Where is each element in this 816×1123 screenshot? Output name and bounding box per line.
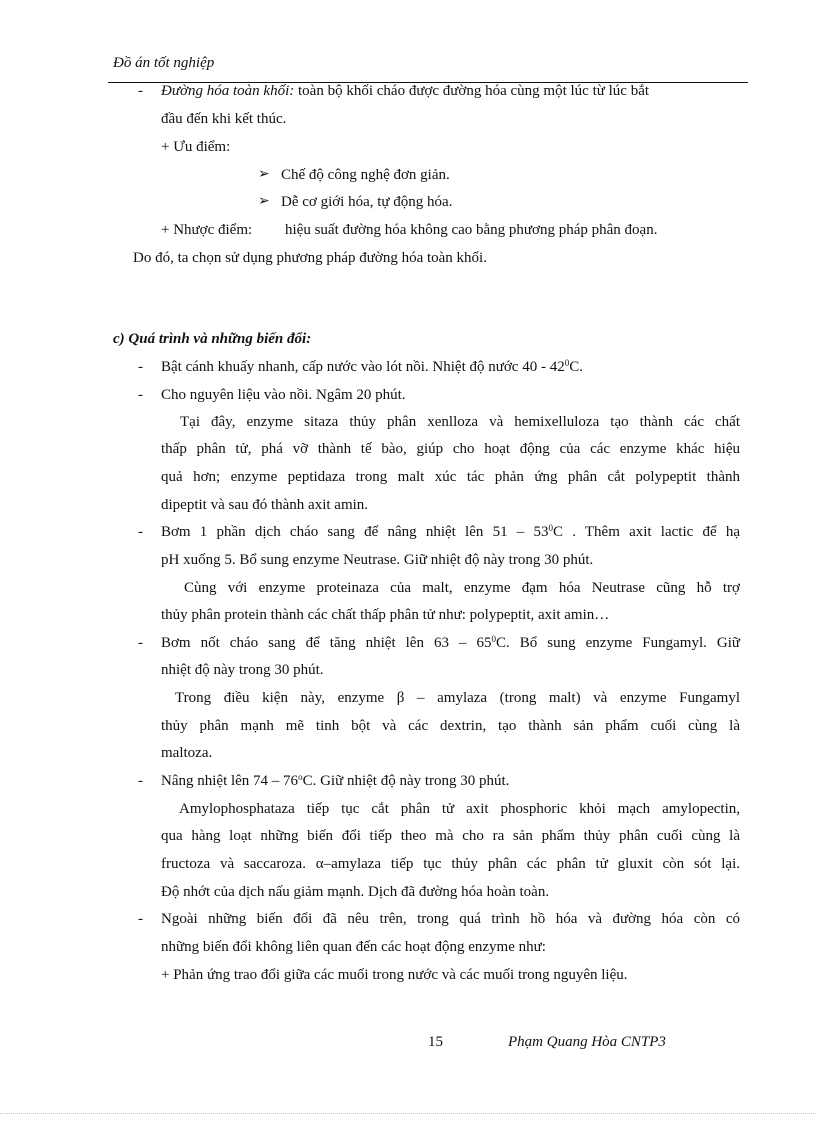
superscript: 0 <box>491 634 496 644</box>
superscript: 0 <box>548 523 553 533</box>
text-part: C. Giữ nhiệt độ này trong 30 phút. <box>302 773 510 789</box>
paragraph-line <box>161 82 649 100</box>
paragraph-line: nhiệt độ này trong 30 phút. <box>161 662 324 678</box>
page-number: 15 <box>428 1034 443 1050</box>
bullet-dash: - <box>138 635 143 651</box>
text-part: Bơm 1 phần dịch cháo sang để nâng nhiệt lên 51 – 53 <box>161 524 549 540</box>
lead-term: Đường hóa toàn khối: <box>161 83 295 99</box>
disadvantage-label: + Nhược điểm: <box>161 222 253 238</box>
text-part: C. <box>569 359 583 375</box>
paragraph-line: + Phản ứng trao đổi giữa các muối trong nước và các muối trong nguyên liệu. <box>161 967 628 983</box>
bullet-dash: - <box>138 773 143 789</box>
superscript: 0 <box>564 358 570 368</box>
bullet-text: Cho nguyên liệu vào nồi. Ngâm 20 phút. <box>161 387 406 403</box>
bullet-text: Ngoài những biến đổi đã nêu trên, trong quá trình hồ hóa và đường hóa còn có <box>161 911 740 927</box>
paragraph-line: maltoza. <box>161 745 213 761</box>
bullet-dash: - <box>138 83 143 99</box>
bullet-dash: - <box>138 359 143 375</box>
bullet-text <box>161 523 740 541</box>
bullet-dash: - <box>138 387 143 403</box>
paragraph-line: Amylophosphataza tiếp tục cắt phân tử axit phosphoric khỏi mạch amylopectin, <box>179 801 740 817</box>
advantages-label: + Ưu điểm: <box>161 139 231 155</box>
bullet-text <box>161 772 509 790</box>
text-part: Bơm nốt cháo sang để tăng nhiệt lên 63 – 65 <box>161 635 492 651</box>
paragraph-line: Trong điều kiện này, enzyme β – amylaza (trong malt) và enzyme Fungamyl <box>175 690 740 706</box>
bullet-text <box>161 358 583 376</box>
paragraph-line: những biến đổi không liên quan đến các hoạt động enzyme như: <box>161 939 546 955</box>
footer-author: Phạm Quang Hòa CNTP3 <box>508 1034 666 1050</box>
text-part: Bật cánh khuấy nhanh, cấp nước vào lót nồi. Nhiệt độ nước 40 - 42 <box>161 359 565 375</box>
arrow-bullet-icon: ➢ <box>258 167 270 182</box>
advantage-item: Chế độ công nghệ đơn giản. <box>281 167 450 183</box>
advantage-item: Dễ cơ giới hóa, tự động hóa. <box>281 194 453 210</box>
bullet-dash: - <box>138 911 143 927</box>
paragraph-line: thấp phân tử, phá vỡ thành tế bào, giúp cho hoạt động của các enzyme khác hiệu <box>161 441 740 457</box>
bullet-dash: - <box>138 524 143 540</box>
paragraph-line: thủy phân mạnh mẽ tinh bột và các dextrin, tạo thành sản phẩm cuối cùng là <box>161 718 740 734</box>
paragraph-line: dipeptit và sau đó thành axit amin. <box>161 497 369 513</box>
page-bottom-edge <box>0 1113 816 1114</box>
paragraph-line: qua hàng loạt những biến đổi tiếp theo mà cho ra sản phẩm thủy phân cuối cùng là <box>161 828 740 844</box>
paragraph-line: đầu đến khi kết thúc. <box>161 111 287 127</box>
header-title: Đồ án tốt nghiệp <box>113 55 215 71</box>
paragraph-line: Độ nhớt của dịch nấu giảm mạnh. Dịch đã đường hóa hoàn toàn. <box>161 884 550 900</box>
arrow-bullet-icon: ➢ <box>258 194 270 209</box>
superscript: o <box>298 772 303 782</box>
lead-term-text: toàn bộ khối cháo được đường hóa cùng một lúc từ lúc bắt <box>294 83 650 99</box>
paragraph-line: fructoza và saccaroza. α–amylaza tiếp tục thủy phân các phân tử gluxit còn sót lại. <box>161 856 740 872</box>
paragraph-line: thủy phân protein thành các chất thấp phân tử như: polypeptit, axit amin… <box>161 607 610 623</box>
conclusion-text: Do đó, ta chọn sử dụng phương pháp đường hóa toàn khối. <box>133 250 487 266</box>
paragraph-line: quả hơn; enzyme peptidaza trong malt xúc tác phản ứng phân cắt polypeptit thành <box>161 469 740 485</box>
text-part: Nâng nhiệt lên 74 – 76 <box>161 773 299 789</box>
bullet-text <box>161 634 740 652</box>
paragraph-line: Cùng với enzyme proteinaza của malt, enzyme đạm hóa Neutrase cũng hỗ trợ <box>184 580 740 596</box>
paragraph-line: pH xuống 5. Bổ sung enzyme Neutrase. Giữ nhiệt độ này trong 30 phút. <box>161 552 594 568</box>
section-heading: c) Quá trình và những biến đổi: <box>113 331 312 347</box>
disadvantage-text: hiệu suất đường hóa không cao bằng phương pháp phân đoạn. <box>285 222 658 238</box>
paragraph-line: Tại đây, enzyme sitaza thủy phân xenlloza và hemixelluloza tạo thành các chất <box>180 414 740 430</box>
text-part: C . Thêm axit lactic để hạ <box>553 524 740 540</box>
text-part: C. Bổ sung enzyme Fungamyl. Giữ <box>496 635 741 651</box>
